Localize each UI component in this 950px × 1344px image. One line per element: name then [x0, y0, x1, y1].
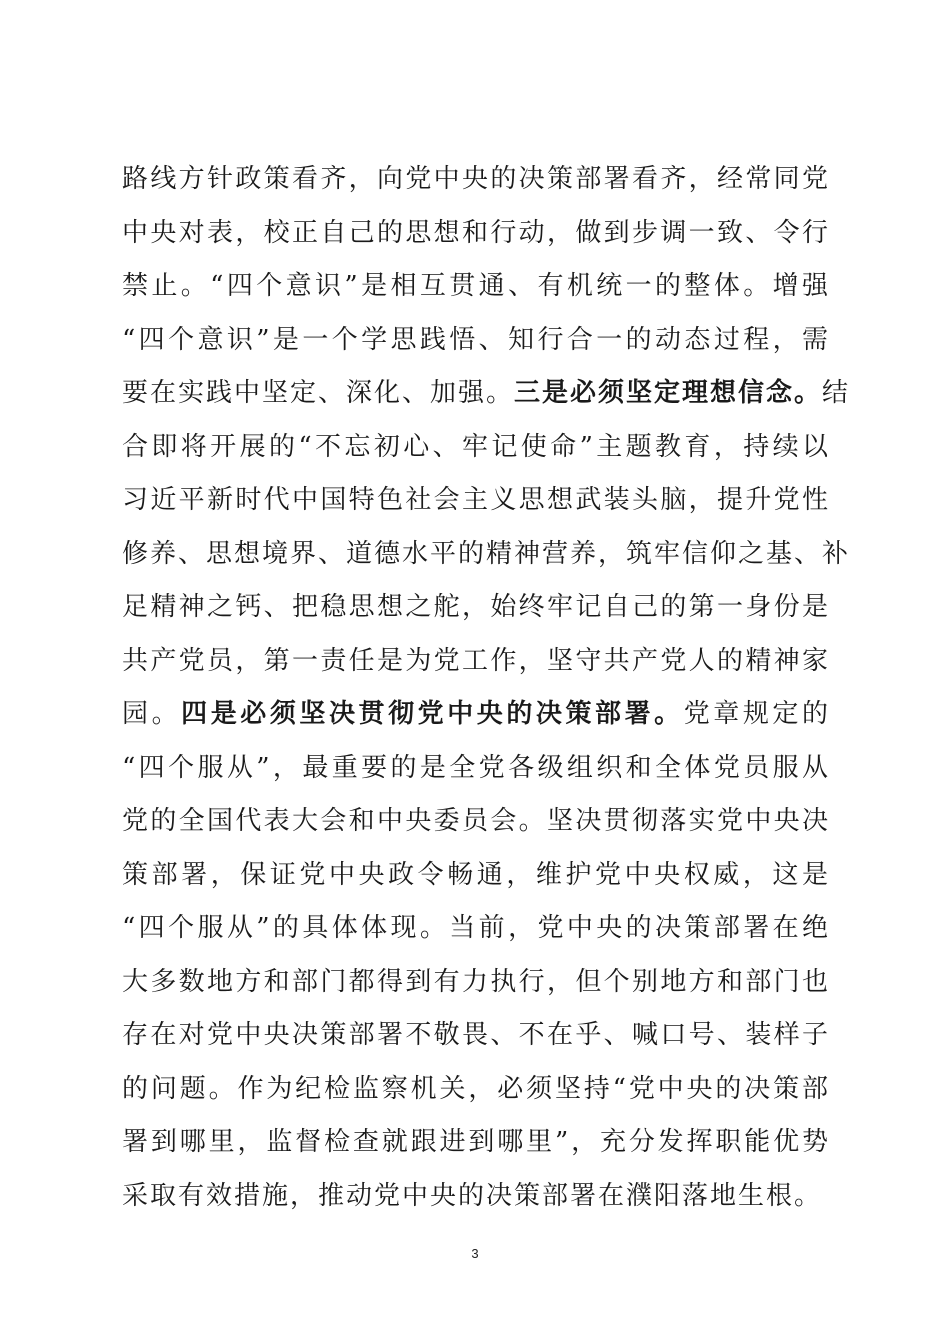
text-segment: 共产党员，第一责任是为党工作，坚守共产党人的精神家	[122, 645, 830, 676]
text-segment: 要在实践中坚定、深化、加强。	[122, 378, 515, 408]
text-line	[122, 1116, 830, 1170]
body-text	[122, 153, 851, 1223]
text-segment: 足精神之钙、把稳思想之舵，始终牢记自己的第一身份是	[122, 592, 830, 622]
text-segment: “四个意识”是一个学思践悟、知行合一的动态过程，需	[122, 324, 830, 355]
text-segment: 结	[822, 378, 851, 408]
text-segment: 存在对党中央决策部署不敬畏、不在乎、喊口号、装样子	[122, 1020, 830, 1050]
text-line	[122, 153, 830, 207]
text-segment: 路线方针政策看齐，向党中央的决策部署看齐，经常同党	[122, 164, 830, 194]
text-segment: 的问题。作为纪检监察机关，必须坚持“党中央的决策部	[122, 1073, 830, 1104]
bold-heading-phrase: 三是必须坚定理想信念。	[514, 378, 823, 408]
text-segment: 合即将开展的“不忘初心、牢记使命”主题教育，持续以	[122, 431, 830, 462]
text-line	[122, 1009, 830, 1063]
text-segment: 中央对表，校正自己的思想和行动，做到步调一致、令行	[122, 217, 830, 248]
text-line	[122, 528, 851, 582]
text-line	[122, 1063, 830, 1117]
text-line	[122, 956, 830, 1010]
text-line	[122, 849, 830, 903]
text-segment: “四个服从”的具体体现。当前，党中央的决策部署在绝	[122, 913, 830, 943]
text-line	[122, 635, 830, 689]
page-number: 3	[471, 1246, 479, 1261]
text-segment: 园。	[122, 699, 182, 729]
text-line	[122, 688, 830, 742]
text-segment: 党章规定的	[683, 699, 830, 729]
text-line	[122, 207, 830, 261]
text-line	[122, 474, 830, 528]
text-segment: 习近平新时代中国特色社会主义思想武装头脑，提升党性	[122, 485, 830, 515]
text-line	[122, 367, 851, 421]
text-segment: 采取有效措施，推动党中央的决策部署在濮阳落地生根。	[122, 1180, 823, 1211]
text-segment: 署到哪里，监督检查就跟进到哪里”，充分发挥职能优势	[122, 1127, 830, 1157]
text-line	[122, 742, 830, 796]
text-line	[122, 795, 830, 849]
text-segment: 策部署，保证党中央政令畅通，维护党中央权威，这是	[122, 859, 830, 890]
text-segment: 禁止。“四个意识”是相互贯通、有机统一的整体。增强	[122, 271, 830, 301]
text-segment: 修养、思想境界、道德水平的精神营养，筑牢信仰之基、补	[122, 538, 851, 569]
text-line	[122, 314, 830, 368]
text-line	[122, 421, 830, 475]
text-line	[122, 581, 830, 635]
text-line	[122, 260, 830, 314]
text-segment: 大多数地方和部门都得到有力执行，但个别地方和部门也	[122, 966, 830, 997]
text-line	[122, 1170, 830, 1224]
text-line	[122, 902, 830, 956]
text-segment: “四个服从”，最重要的是全党各级组织和全体党员服从	[122, 752, 830, 783]
bold-heading-phrase: 四是必须坚决贯彻党中央的决策部署。	[181, 699, 684, 729]
text-segment: 党的全国代表大会和中央委员会。坚决贯彻落实党中央决	[122, 806, 830, 836]
